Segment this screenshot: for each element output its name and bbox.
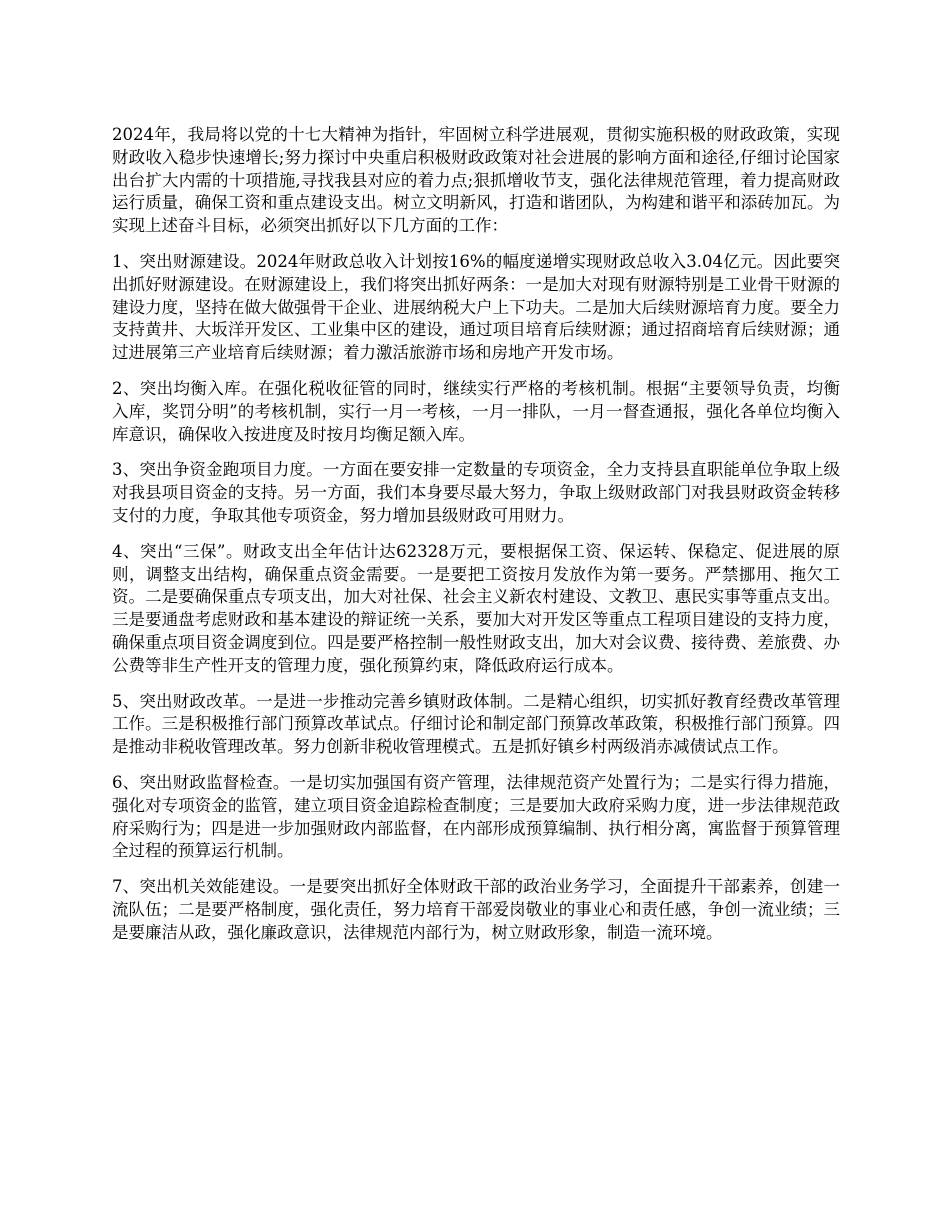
section-1-paragraph: 1、突出财源建设。2024年财政总收入计划按16%的幅度递增实现财政总收入3.04亿元。因此要突出抓好财源建设。在财源建设上，我们将突出抓好两条：一是加大对现有财源特别是工业骨干财源的建设力度，坚持在做大做强骨干企业、进展纳税大户上下功夫。二是加大后续财源培育力度。要全力支持黄井、大坂洋开发区、工业集中区的建设，通过项目培育后续财源；通过招商培育后续财源；通过进展第三产业培育后续财源；着力激活旅游市场和房地产开发市场。 xyxy=(112,251,840,363)
section-2-paragraph: 2、突出均衡入库。在强化税收征管的同时，继续实行严格的考核机制。根据“主要领导负责，均衡入库，奖罚分明”的考核机制，实行一月一考核，一月一排队，一月一督查通报，强化各单位均衡入库意识，确保收入按进度及时按月均衡足额入库。 xyxy=(112,378,840,444)
intro-paragraph: 2024年，我局将以党的十七大精神为指针，牢固树立科学进展观，贯彻实施积极的财政政策，实现财政收入稳步快速增长;努力探讨中央重启积极财政政策对社会进展的影响方面和途径,仔细讨论国家出台扩大内需的十项措施,寻找我县对应的着力点;狠抓增收节支，强化法律规范管理，着力提高财政运行质量，确保工资和重点建设支出。树立文明新风，打造和谐团队，为构建和谐平和添砖加瓦。为实现上述奋斗目标，必须突出抓好以下几方面的工作： xyxy=(112,125,840,236)
section-4-paragraph: 4、突出“三保”。财政支出全年估计达62328万元，要根据保工资、保运转、保稳定、促进展的原则，调整支出结构，确保重点资金需要。一是要把工资按月发放作为第一要务。严禁挪用、拖欠工资。二是要确保重点专项支出，加大对社保、社会主义新农村建设、文教卫、惠民实事等重点支出。三是要通盘考虑财政和基本建设的辩证统一关系，要加大对开发区等重点工程项目建设的支持力度，确保重点项目资金调度到位。四是要严格控制一般性财政支出，加大对会议费、接待费、差旅费、办公费等非生产性开支的管理力度，强化预算约束，降低政府运行成本。 xyxy=(112,541,840,675)
section-7-paragraph: 7、突出机关效能建设。一是要突出抓好全体财政干部的政治业务学习，全面提升干部素养，创建一流队伍；二是要严格制度，强化责任，努力培育干部爱岗敬业的事业心和责任感，争创一流业绩；三是要廉洁从政，强化廉政意识，法律规范内部行为，树立财政形象，制造一流环境。 xyxy=(112,877,840,942)
section-6-paragraph: 6、突出财政监督检查。一是切实加强国有资产管理，法律规范资产处置行为；二是实行得力措施，强化对专项资金的监管，建立项目资金追踪检查制度；三是要加大政府采购力度，进一步法律规范政府采购行为；四是进一步加强财政内部监督，在内部形成预算编制、执行相分离，寓监督于预算管理全过程的预算运行机制。 xyxy=(112,772,840,861)
section-3-paragraph: 3、突出争资金跑项目力度。一方面在要安排一定数量的专项资金，全力支持县直职能单位争取上级对我县项目资金的支持。另一方面，我们本身要尽最大努力，争取上级财政部门对我县财政资金转移支付的力度，争取其他专项资金，努力增加县级财政可用财力。 xyxy=(112,460,840,525)
document-body xyxy=(112,124,840,958)
section-5-paragraph: 5、突出财政改革。一是进一步推动完善乡镇财政体制。二是精心组织，切实抓好教育经费改革管理工作。三是积极推行部门预算改革试点。仔细讨论和制定部门预算改革政策，积极推行部门预算。四是推动非税收管理改革。努力创新非税收管理模式。五是抓好镇乡村两级消赤减债试点工作。 xyxy=(112,691,840,757)
